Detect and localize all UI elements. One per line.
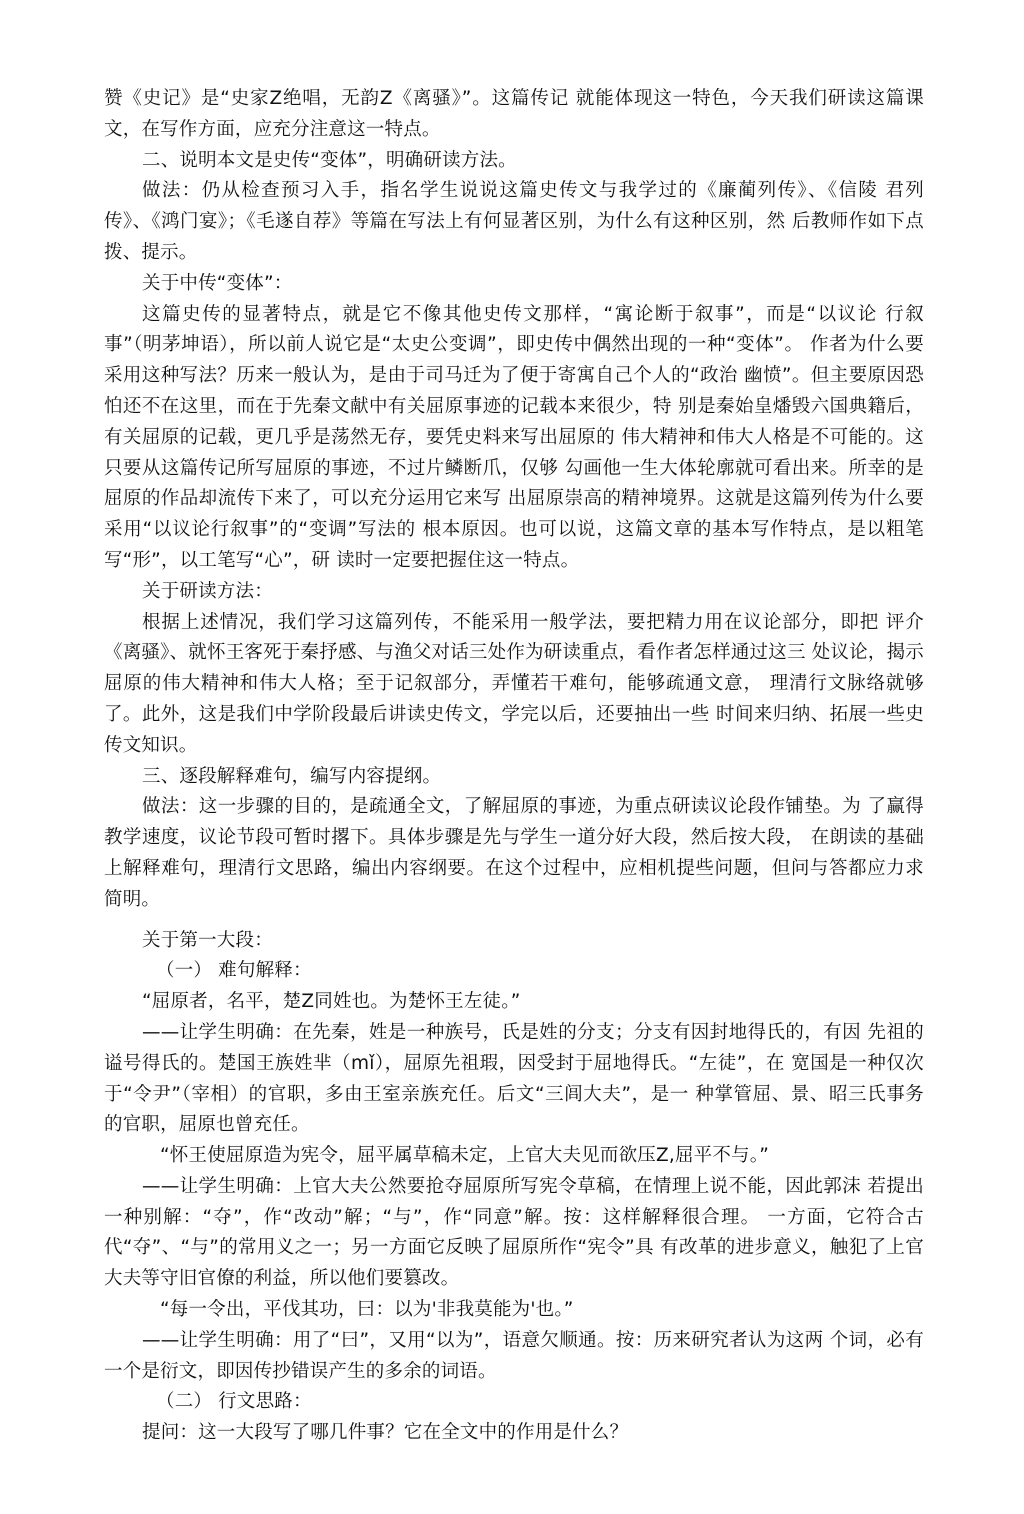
subheading-variant: 关于中传“变体”： [142, 272, 293, 294]
paragraph-study-method: 根据上述情况，我们学习这篇列传，不能采用一般学法，要把精力用在议论部分，即把 评介《离骚》、就怀王客死于秦抒感、与渔父对话三处作为研读重点，看作者怎样通过这三 处议论，揭示屈原的伟大精神和伟大人格；至于记叙部分，弄懂若干难句，能够疏通文意， 理清行文脉络就够了。此外，这是我们中学阶段最后讲读史传文，学完以后，还要抽出一些 时间来归纳、拓展一些史传文知识。 [104, 611, 924, 756]
paragraph-explanation-surname: ——让学生明确：在先秦，姓是一种族号，氏是姓的分支；分支有因封地得氏的，有因 先祖的谥号得氏的。楚国王族姓芈（mǐ），屈原先祖瑕，因受封于屈地得氏。“左徒”，在 宽国是一种仅次于“令尹”（宰相）的官职，多由王室亲族充任。后文“三闾大夫”，是一 种掌管屈、景、昭三氏事务的官职，屈原也曾充任。 [104, 1021, 924, 1136]
quote-xian-ling: “怀王使屈原造为宪令，屈平属草稿未定，上官大夫见而欲压Z,屈平不与。” [160, 1145, 769, 1167]
paragraph-variant-explanation: 这篇史传的显著特点，就是它不像其他史传文那样，“寓论断于叙事”，而是“以议论 行叙事”（明茅坤语），所以前人说它是“太史公变调”，即史传中偶然出现的一种“变体”。 作者为什么要采用这种写法？历来一般认为，是由于司马迁为了便于寄寓自己个人的“政治 幽愤”。但主要原因恐怕还不在这里，而在于先秦文献中有关屈原事迹的记载本来很少，特 别是秦始皇燔毁六国典籍后，有关屈原的记载，更几乎是荡然无存，要凭史料来写出屈原的 伟大精神和伟大人格是不可能的。这只要从这篇传记所写屈原的事迹，不过片鳞断爪，仅够 勾画他一生大体轮廓就可看出来。所幸的是屈原的作品却流传下来了，可以充分运用它来写 出屈原崇高的精神境界。这就是这篇列传为什么要采用“以议论行叙事”的“变调”写法的 根本原因。也可以说，这篇文章的基本写作特点，是以粗笔写“形”，以工笔写“心”，研 读时一定要把握住这一特点。 [104, 303, 924, 571]
heading-section-three: 三、逐段解释难句，编写内容提纲。 [142, 765, 442, 787]
subheading-study-method: 关于研读方法： [142, 580, 273, 602]
paragraph-explanation-duo-yu: ——让学生明确：上官大夫公然要抢夺屈原所写宪令草稿，在情理上说不能，因此郭沫 若提出一种别解：“夺”，作“改动”解；“与”，作“同意”解。按：这样解释很合理。 一方面，它符合古代“夺”、“与”的常用义之一；另一方面它反映了屈原所作“宪令”具 有改革的进步意义，触犯了上官大夫等守旧官僚的利益，所以他们要篡改。 [104, 1175, 924, 1290]
quote-ling-chu: “每一令出，平伐其功，曰：以为'非我莫能为'也。” [160, 1299, 574, 1321]
paragraph-step-method: 做法：这一步骤的目的，是疏通全文，了解屈原的事迹，为重点研读议论段作铺垫。为 了赢得教学速度，议论节段可暂时撂下。具体步骤是先与学生一道分好大段，然后按大段， 在朗读的基础上解释难句，理清行文思路，编出内容纲要。在这个过程中，应相机提些问题，但问与答都应力求简明。 [104, 796, 924, 910]
paragraph-question: 提问：这一大段写了哪几件事？它在全文中的作用是什么？ [142, 1422, 629, 1444]
subheading-difficult-sentences: （一） 难句解释： [156, 960, 312, 982]
heading-section-two: 二、说明本文是史传“变体”，明确研读方法。 [142, 149, 517, 171]
subheading-first-part: 关于第一大段： [142, 929, 273, 951]
paragraph-method: 做法：仍从检查预习入手，指名学生说说这篇史传文与我学过的《廉蔺列传》、《信陵 君列传》、《鸿门宴》；《毛遂自荐》等篇在写法上有何显著区别，为什么有这种区别，然 后教师作如下点拨、提示。 [104, 180, 924, 263]
quote-qu-yuan-name: “屈原者，名平，楚Z同姓也。为楚怀王左徒。” [142, 991, 521, 1013]
subheading-writing-logic: （二） 行文思路： [156, 1391, 312, 1413]
paragraph-explanation-yan-wen: ——让学生明确：用了“曰”，又用“以为”，语意欠顺通。按：历来研究者认为这两 个词，必有一个是衍文，即因传抄错误产生的多余的词语。 [104, 1329, 924, 1382]
paragraph-intro-continuation: 赞《史记》是“史家Z绝唱，无韵Z《离骚》”。这篇传记 就能体现这一特色，今天我们研读这篇课文，在写作方面，应充分注意这一特点。 [104, 88, 924, 140]
